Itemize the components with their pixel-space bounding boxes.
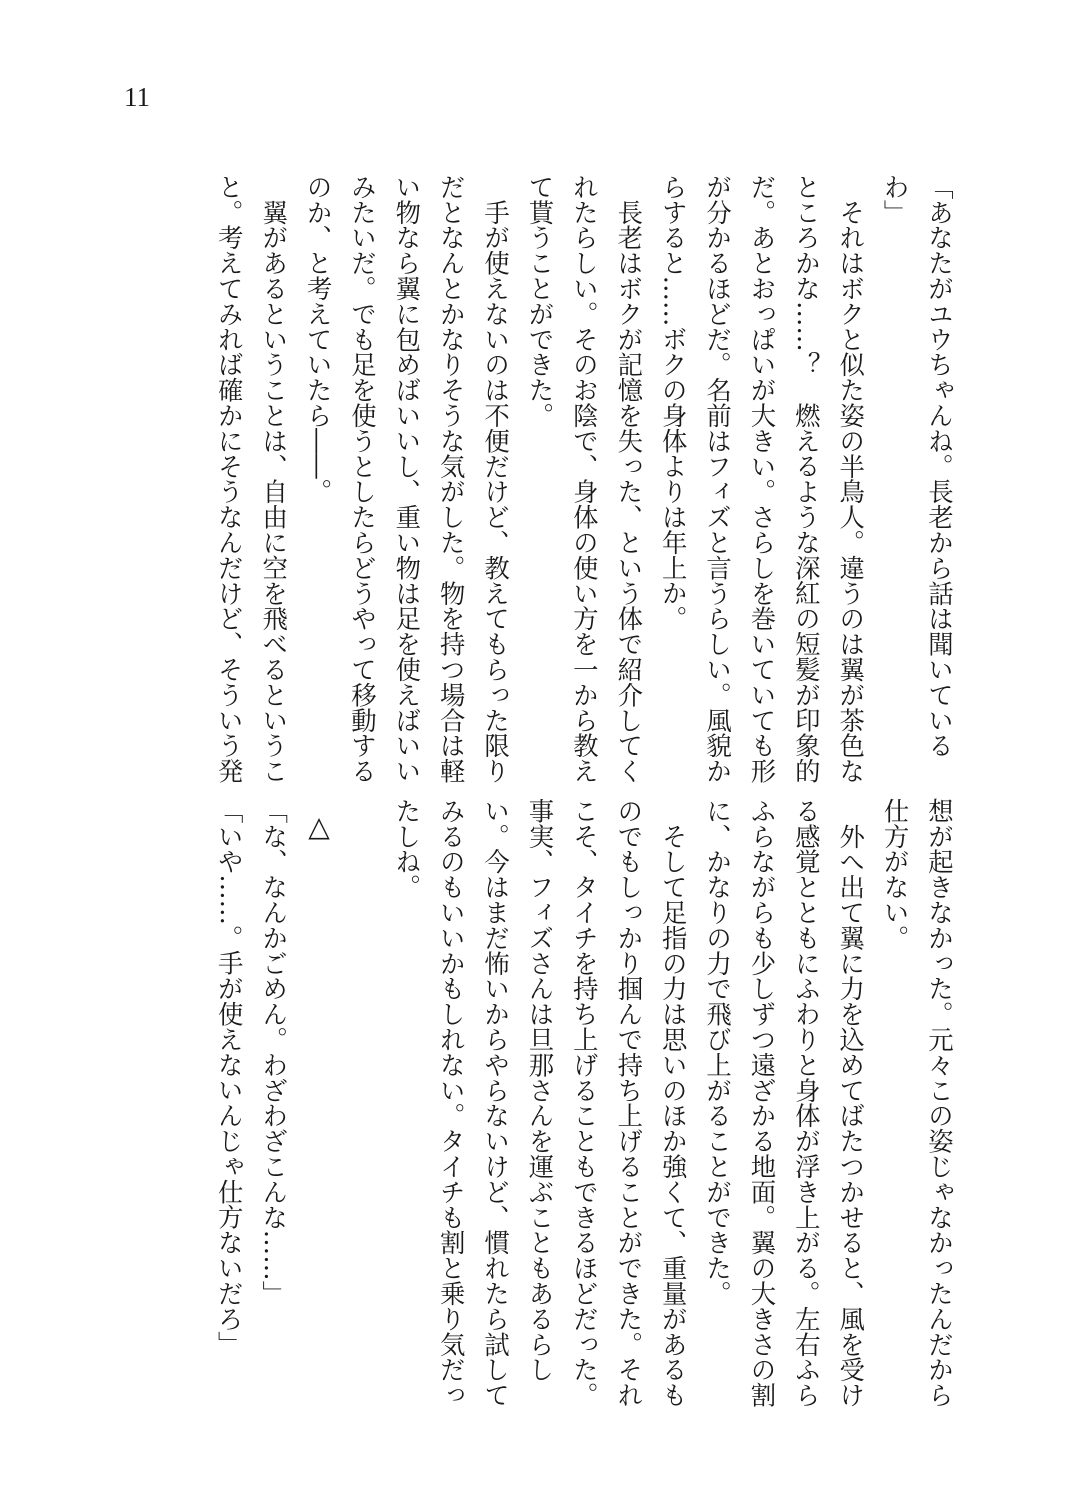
scene-break-triangle: △ <box>302 810 336 843</box>
text-line: る感覚とともにふわりと身体が浮き上がる。左右ふら <box>791 798 822 1408</box>
text-line: 想が起きなかった。元々この姿じゃなかったんだから <box>925 798 955 1408</box>
text-line: 事実、フィズさんは旦那さんを運ぶこともあるらし <box>525 798 556 1383</box>
text-line: だ。あとおっぱいが大きい。さらしを巻いていても形 <box>747 174 778 784</box>
text-line: みるのもいいかもしれない。タイチも割と乗り気だっ <box>436 798 467 1408</box>
text-line: て貰うことができた。 <box>525 174 556 428</box>
text-line: 外へ出て翼に力を込めてばたつかせると、風を受け <box>836 798 867 1408</box>
top-text-block <box>207 174 962 784</box>
text-line: のでもしっかり掴んで持ち上げることができた。それ <box>614 798 645 1408</box>
text-line: い。今はまだ怖いからやらないけど、慣れたら試して <box>481 798 512 1408</box>
text-line: だとなんとかなりそうな気がした。物を持つ場合は軽 <box>436 174 467 784</box>
text-line: それはボクと似た姿の半鳥人。違うのは翼が茶色な <box>836 174 867 784</box>
text-line: こそ、タイチを持ち上げることもできるほどだった。 <box>569 798 600 1408</box>
page-number: 11 <box>124 82 150 112</box>
text-line: そして足指の力は思いのほか強くて、重量があるも <box>658 798 689 1408</box>
text-line: い物なら翼に包めばいいし、重い物は足を使えばいい <box>392 174 423 784</box>
blank-line <box>341 798 385 1368</box>
text-line: らすると……ボクの身体よりは年上か。 <box>658 174 689 632</box>
text-line: ふらながらも少しずつ遠ざかる地面。翼の大きさの割 <box>747 798 778 1408</box>
text-line: 手が使えないのは不便だけど、教えてもらった限り <box>481 174 512 784</box>
text-line: みたいだ。でも足を使うとしたらどうやって移動する <box>347 174 378 784</box>
text-line: 翼があるということは、自由に空を飛べるというこ <box>259 174 290 784</box>
text-line: が分かるほどだ。名前はフィズと言うらしい。風貌か <box>703 174 734 784</box>
text-line: わ」 <box>880 174 911 225</box>
text-line: に、かなりの力で飛び上がることができた。 <box>703 798 734 1306</box>
text-line: のか、と考えていたら――。 <box>303 174 334 505</box>
text-line: れたらしい。そのお陰で、身体の使い方を一から教え <box>569 174 600 784</box>
bottom-text-block <box>207 798 962 1408</box>
text-line: と。考えてみれば確かにそうなんだけど、そういう発 <box>214 174 245 784</box>
text-line: 長老はボクが記憶を失った、という体で紹介してく <box>614 174 645 784</box>
text-line: 仕方がない。 <box>880 798 911 951</box>
text-line: たしね。 <box>392 798 423 900</box>
dialogue-line: 「いや……。手が使えないんじゃ仕方ないだろ」 <box>214 798 245 1357</box>
dialogue-line: 「な、なんかごめん。わざわざこんな……」 <box>259 798 290 1306</box>
text-line: ところかな……？ 燃えるような深紅の短髪が印象的 <box>791 174 822 784</box>
text-line: 「あなたがユウちゃんね。長老から話は聞いている <box>925 174 955 759</box>
